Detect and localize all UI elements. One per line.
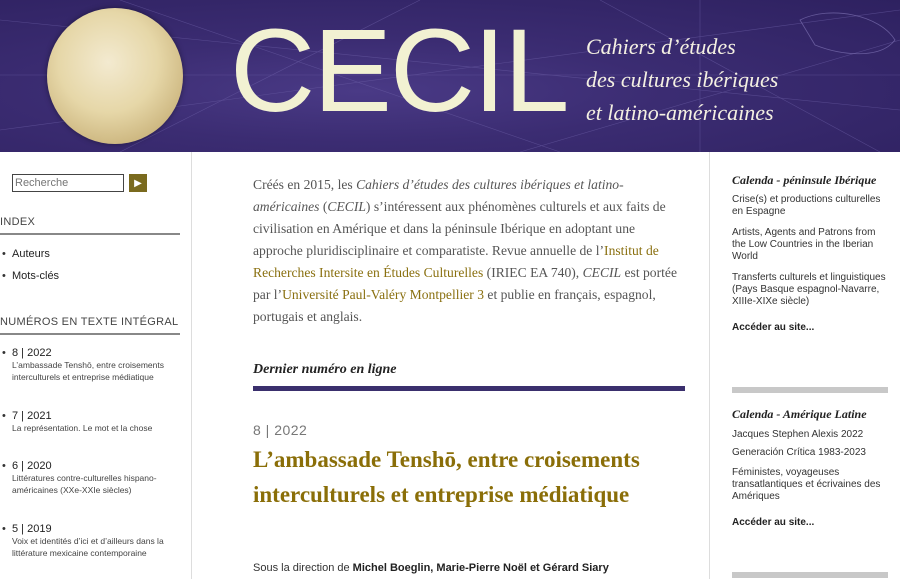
issue-description[interactable]: Littératures contre-culturelles hispano-américaines (XXe-XXIe siècles) [12, 473, 157, 495]
intro-text: et publie en français, espagnol, portugais et anglais. [253, 287, 656, 324]
journal-name-italic: Cahiers d’études des cultures ibériques et latino-américaines [253, 177, 624, 214]
tagline-line: Cahiers d’études [586, 34, 736, 59]
latest-issue-title[interactable]: L’ambassade Tenshō, entre croisements interculturels et entreprise médiatique [253, 447, 640, 507]
calenda-block-iberique [732, 174, 890, 333]
calenda-more-link[interactable]: Accéder au site... [732, 322, 815, 333]
calenda-title: Calenda - péninsule Ibérique [732, 173, 877, 187]
left-sidebar [0, 152, 192, 579]
site-tagline [586, 30, 886, 129]
issue-description[interactable]: La représentation. Le mot et la chose [12, 423, 153, 433]
issues-section-title: NUMÉROS EN TEXTE INTÉGRAL [0, 316, 180, 335]
globe-map-image [47, 8, 183, 144]
intro-paragraph [253, 174, 685, 328]
index-section-title: INDEX [0, 216, 180, 235]
tagline-line: des cultures ibériques [586, 67, 779, 92]
issue-item[interactable] [0, 410, 180, 434]
intro-text: ) s’intéressent aux phénomènes culturels et aux faits de civilisation en Amérique et dans la péninsule Ibérique en adoptant une approche pluridisciplinaire et comparatiste. Revue annuelle de l’ [253, 199, 666, 258]
issue-number[interactable]: • 5 | 2019 [12, 523, 52, 535]
intro-text: Créés en 2015, les [253, 177, 357, 192]
issue-editors [253, 562, 609, 574]
index-item-auteurs[interactable]: • Auteurs [0, 248, 180, 260]
calenda-item[interactable]: Crise(s) et productions culturelles en Espagne [732, 194, 881, 217]
site-banner [0, 0, 900, 152]
university-link[interactable]: Université Paul-Valéry Montpellier 3 [282, 287, 485, 302]
intro-text: ( [319, 199, 328, 214]
issue-description[interactable]: L’ambassade Tenshō, entre croisements interculturels et entreprise médiatique [12, 360, 164, 382]
tagline-line: et latino-américaines [586, 100, 774, 125]
calenda-block-amerique [732, 408, 890, 528]
issue-item[interactable] [0, 460, 180, 496]
intro-text: est portée par l’ [253, 265, 677, 302]
section-divider [732, 387, 888, 393]
arrow-right-icon: ▶ [134, 177, 142, 189]
issue-number[interactable]: • 6 | 2020 [12, 460, 52, 472]
issue-item[interactable] [0, 523, 180, 559]
calenda-item[interactable]: Generación Crítica 1983-2023 [732, 447, 866, 458]
editors-prefix: Sous la direction de [253, 562, 353, 574]
journal-acronym: CECIL [582, 265, 622, 280]
editors-names: Michel Boeglin, Marie-Pierre Noël et Gérard Siary [352, 562, 609, 574]
intro-text: (IRIEC EA 740), [483, 265, 583, 280]
latest-issue-number: 8 | 2022 [253, 422, 308, 438]
calenda-item[interactable]: Jacques Stephen Alexis 2022 [732, 429, 864, 440]
calenda-item[interactable]: Artists, Agents and Patrons from the Low Countries in the Iberian World [732, 227, 876, 262]
calenda-title: Calenda - Amérique Latine [732, 407, 867, 421]
right-sidebar [709, 152, 900, 579]
iriec-link[interactable]: Institut de Recherches Intersite en Études Culturelles [253, 243, 659, 280]
issue-number[interactable]: • 8 | 2022 [12, 347, 52, 359]
calenda-item[interactable]: Féministes, voyageuses transatlantiques et écrivaines des Amériques [732, 467, 881, 502]
search-form [12, 174, 147, 192]
issue-number[interactable]: • 7 | 2021 [12, 410, 52, 422]
search-submit-button[interactable] [129, 174, 147, 192]
calenda-more-link[interactable]: Accéder au site... [732, 517, 815, 528]
search-input[interactable] [12, 174, 124, 192]
index-list [0, 248, 180, 282]
calenda-item[interactable]: Transferts culturels et linguistiques (Pays Basque espagnol-Navarre, XIIIe-XIXe siècle) [732, 272, 886, 307]
journal-acronym: CECIL [327, 199, 366, 214]
index-item-mots-cles[interactable]: • Mots-clés [0, 270, 180, 282]
section-divider [732, 572, 888, 578]
site-logo[interactable]: CECIL [230, 5, 568, 137]
issue-description[interactable]: Voix et identités d’ici et d’ailleurs dans la littérature mexicaine contemporaine [12, 536, 164, 558]
latest-issue-heading: Dernier numéro en ligne [253, 362, 685, 391]
issue-item[interactable] [0, 347, 180, 383]
